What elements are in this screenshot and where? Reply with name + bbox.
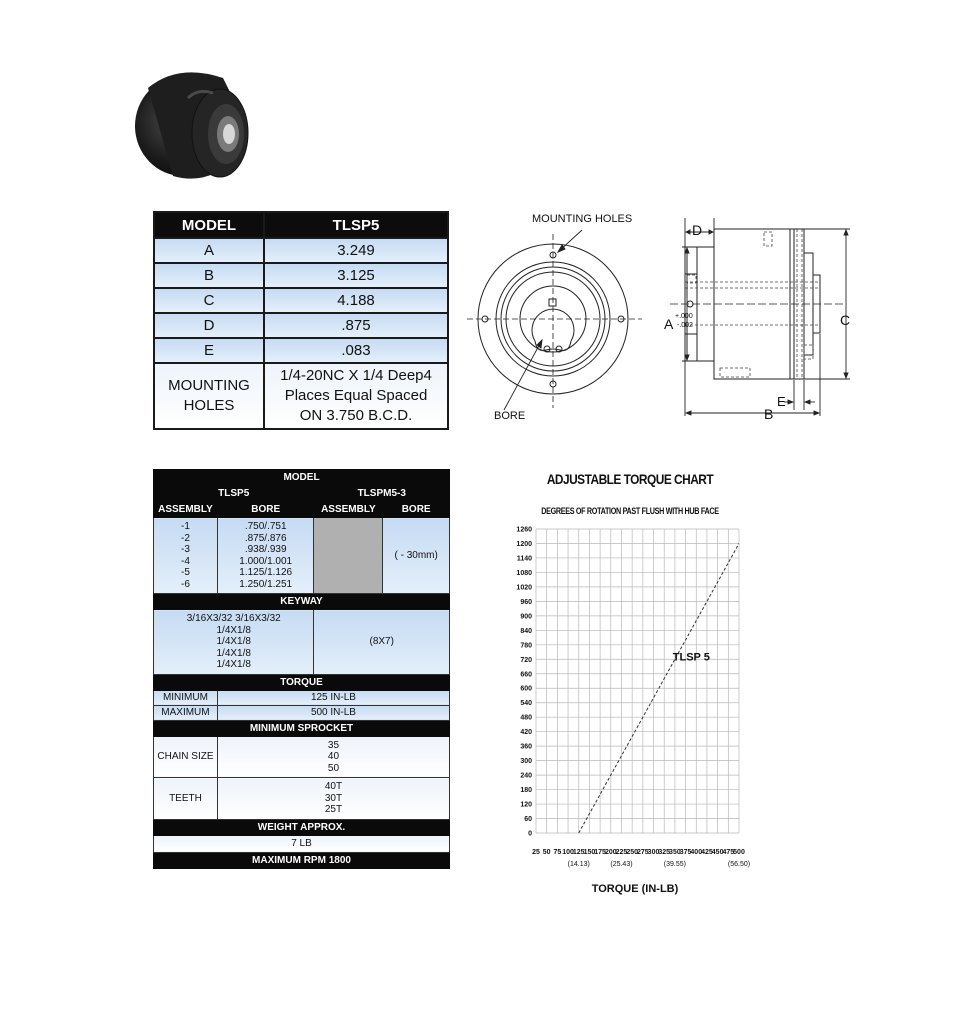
y-tick-label: 1260 <box>516 526 532 534</box>
y-tick-label: 660 <box>520 671 532 679</box>
assembly-item: -1 <box>181 521 190 532</box>
mounting-value-line: ON 3.750 B.C.D. <box>299 407 413 424</box>
x-tick-label: 75 <box>553 849 562 856</box>
assembly-item: -4 <box>181 555 190 567</box>
chain-size-label: CHAIN SIZE <box>154 736 218 778</box>
y-tick-label: 300 <box>520 758 532 766</box>
nm-label: (25.43) <box>610 861 633 868</box>
metric-keyway-value: (8X7) <box>314 610 450 675</box>
nm-label: (39.55) <box>663 861 686 868</box>
keyway-item: 1/4X1/8 <box>216 624 251 636</box>
x-tick-label: 500 <box>733 849 745 856</box>
model-header: MODEL <box>154 470 450 486</box>
chain-size-item: 40 <box>327 751 340 762</box>
keyway-item: 1/4X1/8 <box>216 647 251 659</box>
y-tick-label: 480 <box>520 714 532 722</box>
mounting-holes-callout: MOUNTING HOLES <box>532 213 633 225</box>
nm-label: (14.13) <box>567 861 590 868</box>
assembly-item: -3 <box>181 544 190 555</box>
tlsp5-series-label: TLSP 5 <box>672 651 710 664</box>
chart-title: ADJUSTABLE TORQUE CHART <box>546 471 714 487</box>
spec-row-e <box>154 338 448 363</box>
teeth-item: 40T <box>324 781 343 792</box>
assembly-list <box>154 518 218 594</box>
dim-b-label: B <box>764 406 774 422</box>
dim-label: E <box>154 338 264 363</box>
y-tick-label: 840 <box>520 627 532 635</box>
keyway-header: KEYWAY <box>154 594 450 610</box>
mounting-label-line: HOLES <box>183 397 235 414</box>
x-tick-label: 100 <box>562 849 574 856</box>
dim-label: B <box>154 263 264 288</box>
spec-row-d <box>154 313 448 338</box>
x-tick-label: 425 <box>701 849 713 856</box>
y-tick-label: 360 <box>520 743 532 751</box>
bore-item: 1.250/1.251 <box>239 578 293 590</box>
x-axis-label: TORQUE (IN-LB) <box>591 883 679 895</box>
spec-row-a <box>154 238 448 263</box>
teeth-list <box>217 778 449 820</box>
x-axis-ticks <box>532 849 745 856</box>
chart-subtitle: DEGREES OF ROTATION PAST FLUSH WITH HUB FACE <box>541 506 719 516</box>
metric-bore-col-header: BORE <box>383 502 450 518</box>
spec-table-header <box>154 212 448 238</box>
bore-item: 1.000/1.001 <box>239 555 293 567</box>
bore-col-header: BORE <box>217 502 314 518</box>
torque-min-label: MINIMUM <box>154 690 218 705</box>
x-tick-label: 375 <box>679 849 692 856</box>
y-tick-label: 180 <box>520 787 532 795</box>
chain-size-item: 50 <box>327 762 340 774</box>
x-tick-label: 150 <box>583 849 596 856</box>
x-tick-label: 200 <box>604 849 617 856</box>
spec-row-mounting-holes <box>154 363 448 429</box>
y-tick-label: 60 <box>524 816 532 824</box>
mounting-label-line: MOUNTING <box>168 377 250 394</box>
dim-c-label: C <box>840 312 851 328</box>
spec-row-b <box>154 263 448 288</box>
torque-min-value: 125 IN-LB <box>217 690 449 705</box>
keyway-list <box>154 610 314 675</box>
assembly-item: -5 <box>181 567 190 578</box>
dim-d-label: D <box>692 222 703 238</box>
chain-size-item: 35 <box>327 739 340 751</box>
y-tick-label: 420 <box>520 729 532 737</box>
x-tick-label: 25 <box>532 849 540 856</box>
y-tick-label: 0 <box>528 830 532 838</box>
max-rpm: MAXIMUM RPM 1800 <box>154 852 450 868</box>
dim-label: D <box>154 313 264 338</box>
x-tick-label: 225 <box>615 849 628 856</box>
model-tlsp5-header: TLSP5 <box>154 486 314 502</box>
side-view-drawing <box>660 218 865 423</box>
dim-label: A <box>154 238 264 263</box>
y-tick-label: 1140 <box>516 555 532 563</box>
keyway-item: 3/16X3/32 3/16X3/32 <box>186 613 281 624</box>
bore-callout: BORE <box>494 410 526 422</box>
y-tick-label: 780 <box>520 642 532 650</box>
y-axis-ticks <box>516 527 532 838</box>
product-photo <box>128 58 253 188</box>
metric-bore-value: ( - 30mm) <box>383 518 450 594</box>
x-tick-label: 450 <box>711 849 724 856</box>
model-detail-table <box>153 469 450 869</box>
weight-header: WEIGHT APPROX. <box>154 819 450 835</box>
x-tick-label: 175 <box>594 849 606 856</box>
x-tick-label: 400 <box>690 849 703 856</box>
mounting-value-line: 1/4-20NC X 1/4 Deep4 <box>280 367 432 384</box>
torque-max-label: MAXIMUM <box>154 705 218 720</box>
dim-value: 3.125 <box>264 263 448 288</box>
y-tick-label: 120 <box>520 801 532 809</box>
metric-assembly-col-header: ASSEMBLY <box>314 502 383 518</box>
spec-row-c <box>154 288 448 313</box>
sprocket-header: MINIMUM SPROCKET <box>154 720 450 736</box>
y-tick-label: 240 <box>520 772 532 780</box>
dim-label: C <box>154 288 264 313</box>
x-tick-label: 125 <box>572 849 585 856</box>
model-tlspm5-header: TLSPM5-3 <box>314 486 450 502</box>
chart-grid <box>536 529 739 833</box>
y-tick-label: 1200 <box>516 540 532 548</box>
x-tick-label: 350 <box>669 849 681 856</box>
y-tick-label: 600 <box>520 685 532 693</box>
keyway-item: 1/4X1/8 <box>216 636 251 647</box>
keyway-item: 1/4X1/8 <box>216 659 251 670</box>
dim-value: .083 <box>264 338 448 363</box>
metric-assembly-empty <box>314 518 383 594</box>
teeth-item: 25T <box>324 804 343 815</box>
model-header-value: TLSP5 <box>264 212 448 238</box>
x-tick-label: 50 <box>542 849 551 856</box>
y-tick-label: 540 <box>520 700 532 708</box>
mounting-holes-label <box>154 363 264 429</box>
assembly-item: -2 <box>181 532 190 544</box>
dimension-spec-table <box>153 211 449 430</box>
nm-annotations <box>568 861 750 868</box>
dim-a-tol-plus: +.000 <box>675 313 693 320</box>
mounting-value-line: Places Equal Spaced <box>284 387 428 404</box>
weight-value: 7 LB <box>154 835 450 852</box>
bore-item: .750/.751 <box>244 521 287 532</box>
mounting-holes-value <box>264 363 448 429</box>
x-tick-label: 250 <box>626 849 639 856</box>
dim-a-label: A <box>664 316 674 332</box>
chain-size-list <box>217 736 449 778</box>
front-view-drawing <box>462 208 662 433</box>
teeth-item: 30T <box>324 792 343 804</box>
x-tick-label: 300 <box>647 849 660 856</box>
x-tick-label: 475 <box>722 849 735 856</box>
bore-item: .938/.939 <box>244 544 287 555</box>
teeth-label: TEETH <box>154 778 218 820</box>
assembly-col-header: ASSEMBLY <box>154 502 218 518</box>
y-tick-label: 900 <box>520 613 532 621</box>
torque-max-value: 500 IN-LB <box>217 705 449 720</box>
model-header-label: MODEL <box>154 212 264 238</box>
bore-item: 1.125/1.126 <box>239 567 293 578</box>
dim-value: 4.188 <box>264 288 448 313</box>
bore-list <box>217 518 314 594</box>
x-tick-label: 275 <box>636 849 649 856</box>
y-tick-label: 960 <box>520 598 532 606</box>
bore-item: .875/.876 <box>244 532 287 544</box>
nm-label: (56.50) <box>727 861 751 868</box>
assembly-item: -6 <box>181 578 190 590</box>
y-tick-label: 1080 <box>516 569 532 577</box>
x-tick-label: 325 <box>658 849 671 856</box>
y-tick-label: 720 <box>520 656 532 664</box>
torque-header: TORQUE <box>154 674 450 690</box>
dim-value: 3.249 <box>264 238 448 263</box>
y-tick-label: 1020 <box>516 584 532 592</box>
dim-value: .875 <box>264 313 448 338</box>
dim-e-label: E <box>777 394 786 409</box>
dim-a-tol-minus: -.002 <box>677 322 693 329</box>
torque-chart <box>500 520 770 900</box>
